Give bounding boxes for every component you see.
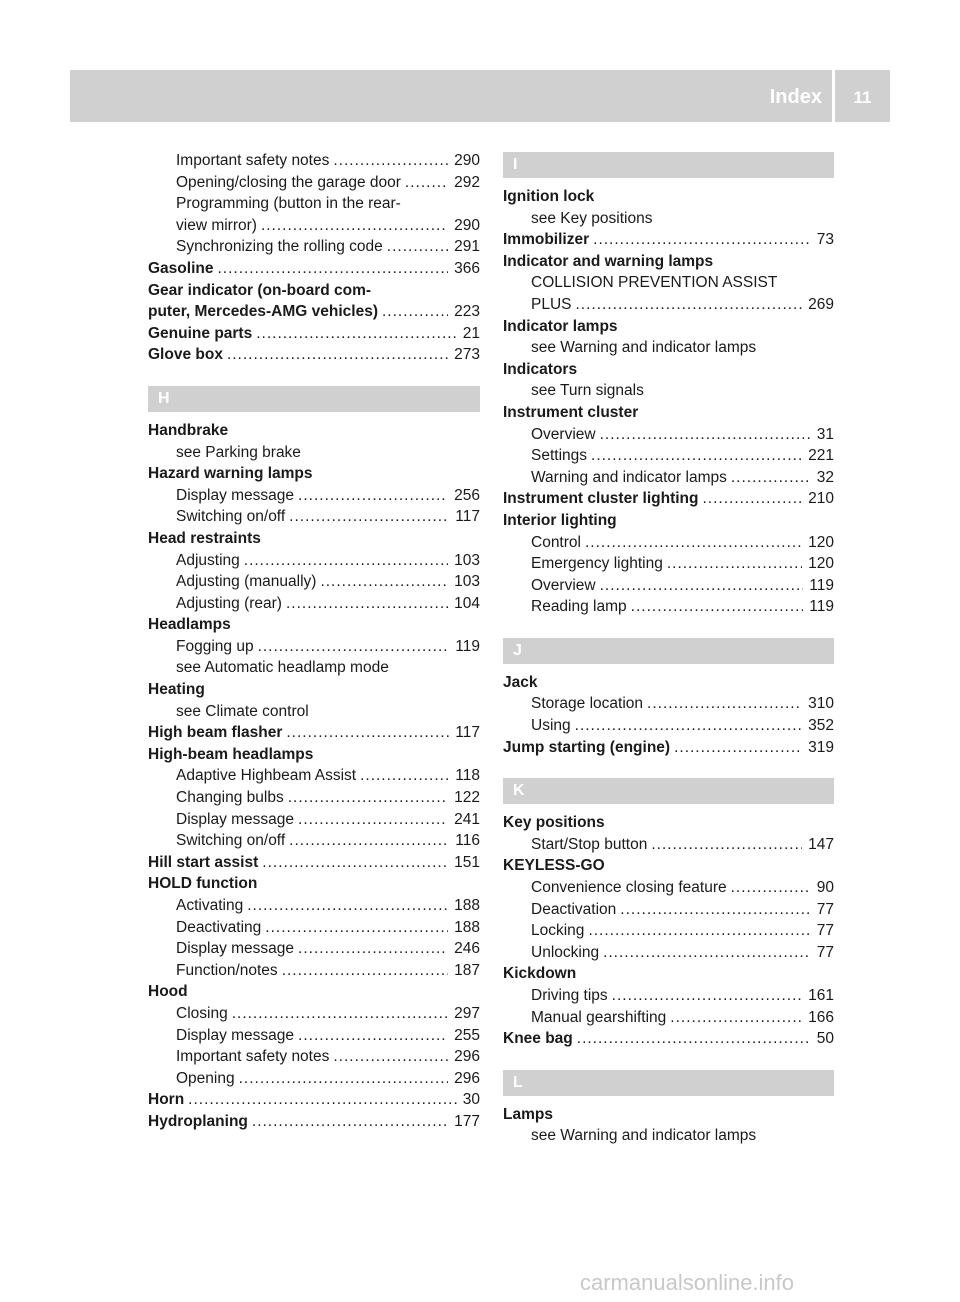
entry-text: Storage location [531,695,644,713]
index-entry [503,380,834,402]
index-entry [148,744,480,766]
entry-page-link[interactable]: 147 [808,835,834,853]
index-entry [503,229,834,251]
entry-text: Gear indicator (on-board com- [148,281,372,299]
index-entry [148,593,480,615]
entry-text: see Turn signals [531,382,644,400]
entry-text: Kickdown [503,965,577,983]
entry-text: Opening/closing the garage door [176,173,401,191]
entries-l [503,1104,834,1147]
index-entry [148,215,480,237]
index-entry [148,1025,480,1047]
entry-page-link[interactable]: 120 [808,533,834,551]
leader-dots [620,899,810,921]
entry-text: Hill start assist [148,853,259,871]
entry-text: Indicator lamps [503,317,618,335]
entry-page-link[interactable]: 166 [808,1008,834,1026]
index-entry [148,830,480,852]
leader-dots [244,550,448,572]
index-entry [503,855,834,877]
entry-text: Deactivating [176,918,262,936]
index-entry [148,280,480,302]
entry-page-link[interactable]: 30 [462,1091,480,1109]
index-entry [503,963,834,985]
entry-text: Adjusting (manually) [176,573,317,591]
entry-page-link[interactable]: 210 [808,490,834,508]
index-entry [503,402,834,424]
entry-text: Important safety notes [176,152,330,169]
entry-text: Glove box [148,346,223,364]
leader-dots [387,236,448,258]
entry-text: Unlocking [531,943,600,961]
index-entry [148,787,480,809]
entry-page-link[interactable]: 188 [454,918,480,936]
entry-text: view mirror) [176,216,257,234]
entry-text: see Parking brake [176,443,301,461]
leader-dots [591,445,802,467]
entry-page-link[interactable]: 223 [454,303,480,321]
entry-page-link[interactable]: 221 [808,447,834,465]
entry-text: Using [531,717,571,735]
leader-dots [298,1025,448,1047]
index-entry [148,442,480,464]
entry-page-link[interactable]: 269 [808,295,834,313]
index-entry [503,532,834,554]
entry-text: Handbrake [148,421,229,439]
entry-page-link[interactable]: 122 [454,789,480,807]
index-entry [503,812,834,834]
leader-dots [670,1007,802,1029]
entry-text: Indicators [503,360,578,378]
entry-page-link[interactable]: 310 [808,695,834,713]
index-column-right [503,150,834,1147]
index-entry [148,917,480,939]
index-entry [148,1003,480,1025]
index-column-left [148,150,480,1133]
page-number: 11 [853,88,872,107]
index-entry [148,679,480,701]
leader-dots [286,593,448,615]
index-entry [148,938,480,960]
leader-dots [298,485,448,507]
index-entry [148,323,480,345]
entry-text: High beam flasher [148,724,283,742]
index-entry [503,942,834,964]
leader-dots [702,488,802,510]
index-entry [503,294,834,316]
entry-text: Hazard warning lamps [148,465,313,483]
leader-dots [298,809,448,831]
leader-dots [289,506,449,528]
index-entry [148,1111,480,1133]
index-entry [503,693,834,715]
entry-page-link[interactable]: 50 [816,1030,834,1048]
index-entry [148,258,480,280]
entries-j [503,672,834,758]
index-entry [503,251,834,273]
entry-page-link[interactable]: 256 [454,486,480,504]
entry-page-link[interactable]: 77 [816,900,834,918]
page-title: Index [769,86,822,108]
entries-top [148,150,480,366]
entry-text: Instrument cluster [503,403,639,421]
entry-text: Overview [531,425,596,443]
leader-dots [232,1003,448,1025]
index-entry [503,715,834,737]
entry-text: see Automatic headlamp mode [176,659,389,677]
index-entry [503,186,834,208]
leader-dots [217,258,448,280]
entry-page-link[interactable]: 119 [455,637,480,655]
entry-text: Deactivation [531,900,617,918]
entry-page-link[interactable]: 161 [808,987,834,1004]
leader-dots [360,765,449,787]
entry-text: Head restraints [148,529,261,547]
entry-text: Opening [176,1069,235,1087]
entry-text: Closing [176,1004,228,1022]
entry-text: Switching on/off [176,832,286,850]
index-entry [148,614,480,636]
index-entry [503,920,834,942]
entry-text: Important safety notes [176,1048,330,1066]
entry-text: see Climate control [176,702,309,720]
leader-dots [288,787,448,809]
index-entry [148,1089,480,1111]
entry-page-link[interactable]: 119 [809,576,834,594]
entry-page-link[interactable]: 90 [816,879,834,897]
index-entry [503,985,834,1007]
entry-page-link[interactable]: 119 [809,598,834,616]
entries-k [503,812,834,1050]
entry-text: Hood [148,983,188,1001]
entry-page-link[interactable]: 273 [454,346,480,364]
entry-text: Switching on/off [176,508,286,526]
leader-dots [600,424,811,446]
leader-dots [252,1111,448,1133]
index-entry [503,359,834,381]
entry-text: Immobilizer [503,231,590,249]
entry-text: Convenience closing feature [531,879,727,897]
leader-dots [247,895,448,917]
index-entry [148,1046,480,1068]
leader-dots [286,722,449,744]
index-entry [148,765,480,787]
entry-text: Activating [176,897,244,914]
leader-dots [256,323,457,345]
entry-page-link[interactable]: 77 [816,922,834,940]
index-entry [503,899,834,921]
leader-dots [282,960,448,982]
leader-dots [651,834,802,856]
entry-page-link[interactable]: 297 [454,1004,480,1022]
leader-dots [320,571,448,593]
index-entry [503,467,834,489]
index-entry [148,809,480,831]
entry-text: Settings [531,447,588,465]
entries-h [148,420,480,1133]
entry-text: Headlamps [148,616,231,634]
entry-text: Synchronizing the rolling code [176,238,383,256]
leader-dots [667,553,802,575]
index-entry [503,208,834,230]
entry-text: Reading lamp [531,598,627,616]
index-entry [148,1068,480,1090]
entry-text: Display message [176,1026,295,1044]
section-letter-k: K [503,778,834,804]
index-entry [148,981,480,1003]
index-entry [503,834,834,856]
leader-dots [731,467,811,489]
leader-dots [227,344,448,366]
leader-dots [333,150,448,172]
index-entry [148,485,480,507]
index-entry [148,722,480,744]
entry-text: Indicator and warning lamps [503,252,714,270]
index-entry [503,596,834,618]
index-entry [148,960,480,982]
entry-text: KEYLESS-GO [503,857,605,875]
leader-dots [674,737,802,759]
entry-text: Ignition lock [503,188,595,205]
index-entry [148,895,480,917]
entry-page-link[interactable]: 120 [808,555,834,573]
entry-text: Locking [531,922,585,940]
entry-text: COLLISION PREVENTION ASSIST [531,274,778,292]
entry-page-link[interactable]: 77 [816,943,834,961]
leader-dots [188,1089,457,1111]
leader-dots [577,1028,811,1050]
section-letter-l: L [503,1070,834,1096]
entry-page-link[interactable]: 21 [462,324,480,342]
entry-text: Warning and indicator lamps [531,468,727,486]
entry-text: Changing bulbs [176,789,284,807]
index-entry [503,672,834,694]
index-entry [148,301,480,323]
section-letter-h: H [148,386,480,412]
index-entry [503,1028,834,1050]
entry-page-link[interactable]: 31 [816,425,834,443]
leader-dots [647,693,802,715]
index-entry [148,550,480,572]
entry-page-link[interactable]: 104 [454,594,480,612]
section-letter-i: I [503,152,834,178]
index-entry [503,553,834,575]
leader-dots [576,294,803,316]
leader-dots [612,985,802,1007]
entry-text: Programming (button in the rear- [176,195,401,213]
index-entry [148,172,480,194]
index-entry [148,463,480,485]
section-letter-j: J [503,638,834,664]
leader-dots [575,715,802,737]
entry-text: Gasoline [148,259,214,277]
entry-text: Heating [148,681,205,699]
entry-text: High-beam headlamps [148,745,314,763]
leader-dots [588,920,810,942]
entry-text: Horn [148,1091,185,1109]
entry-text: Display message [176,940,295,958]
entry-text: PLUS [531,295,572,313]
leader-dots [239,1068,449,1090]
entry-text: Start/Stop button [531,835,648,853]
index-entry [503,424,834,446]
entry-page-link[interactable]: 103 [454,573,480,591]
entry-text: Control [531,533,581,551]
entry-text: see Warning and indicator lamps [531,339,757,357]
entry-text: Genuine parts [148,324,253,342]
entry-text: Display message [176,810,295,828]
leader-dots [593,229,811,251]
entry-page-link[interactable]: 103 [454,551,480,569]
entry-text: Emergency lighting [531,555,663,573]
entry-text: see Key positions [531,209,653,227]
entry-text: Driving tips [531,987,608,1004]
entry-text: Key positions [503,814,605,832]
entry-page-link[interactable]: 116 [455,832,480,850]
index-entry [148,344,480,366]
entry-text: Lamps [503,1105,553,1123]
entry-page-link[interactable]: 366 [454,259,480,277]
index-entry [503,1125,834,1147]
leader-dots [265,917,448,939]
entry-page-link[interactable]: 32 [816,468,834,486]
entry-text: puter, Mercedes-AMG vehicles) [148,303,378,321]
entry-text: Knee bag [503,1030,573,1048]
entry-page-link[interactable]: 352 [808,717,834,735]
leader-dots [262,852,448,874]
entry-page-link[interactable]: 290 [454,152,480,169]
index-entry [503,510,834,532]
entry-page-link[interactable]: 73 [816,231,834,249]
index-entry [148,657,480,679]
index-entry [148,873,480,895]
leader-dots [289,830,449,852]
entry-text: Function/notes [176,961,278,979]
entry-page-link[interactable]: 118 [455,767,480,785]
entry-page-link[interactable]: 296 [454,1048,480,1066]
entry-page-link[interactable]: 296 [454,1069,480,1087]
leader-dots [258,636,450,658]
entry-page-link[interactable]: 319 [808,738,834,756]
entry-page-link[interactable]: 117 [455,724,480,742]
leader-dots [405,172,448,194]
leader-dots [382,301,448,323]
entry-text: Instrument cluster lighting [503,490,699,508]
index-entry [503,316,834,338]
entry-page-link[interactable]: 187 [454,961,480,979]
entry-page-link[interactable]: 292 [454,173,480,191]
leader-dots [585,532,802,554]
index-entry [503,737,834,759]
index-entry [148,636,480,658]
entry-text: Display message [176,486,295,504]
index-entry [148,852,480,874]
entry-text: Overview [531,576,596,594]
entry-text: HOLD function [148,875,258,893]
entry-page-link[interactable]: 241 [454,810,480,828]
entry-page-link[interactable]: 177 [454,1112,480,1130]
index-entry [148,506,480,528]
index-entry [503,877,834,899]
entry-page-link[interactable]: 246 [454,940,480,958]
index-entry [503,1104,834,1126]
entry-text: Hydroplaning [148,1112,248,1130]
entry-text: Jack [503,673,538,691]
leader-dots [603,942,811,964]
entry-text: Adjusting (rear) [176,594,282,612]
index-entry [148,150,480,172]
leader-dots [333,1046,448,1068]
index-entry [503,272,834,294]
entry-text: Fogging up [176,637,254,655]
entry-text: Interior lighting [503,511,617,529]
entry-text: Adaptive Highbeam Assist [176,767,357,785]
leader-dots [731,877,811,899]
index-entry [148,236,480,258]
entry-page-link[interactable]: 291 [454,238,480,256]
index-entry [503,337,834,359]
index-entry [503,575,834,597]
entry-page-link[interactable]: 151 [454,853,480,871]
entry-page-link[interactable]: 290 [454,216,480,234]
leader-dots [631,596,804,618]
index-entry [148,420,480,442]
index-entry [148,571,480,593]
index-entry [148,701,480,723]
index-entry [503,445,834,467]
entry-text: Jump starting (engine) [503,738,671,756]
entry-page-link[interactable]: 188 [454,897,480,914]
index-entry [148,193,480,215]
entry-page-link[interactable]: 255 [454,1026,480,1044]
leader-dots [600,575,804,597]
entry-page-link[interactable]: 117 [455,508,480,526]
entries-i [503,186,834,618]
index-entry [503,488,834,510]
entry-text: Adjusting [176,551,240,569]
leader-dots [261,215,448,237]
leader-dots [298,938,448,960]
index-entry [148,528,480,550]
index-entry [503,1007,834,1029]
watermark: carmanualsonline.info [580,1270,795,1295]
entry-text: see Warning and indicator lamps [531,1127,757,1145]
entry-text: Manual gearshifting [531,1008,667,1026]
